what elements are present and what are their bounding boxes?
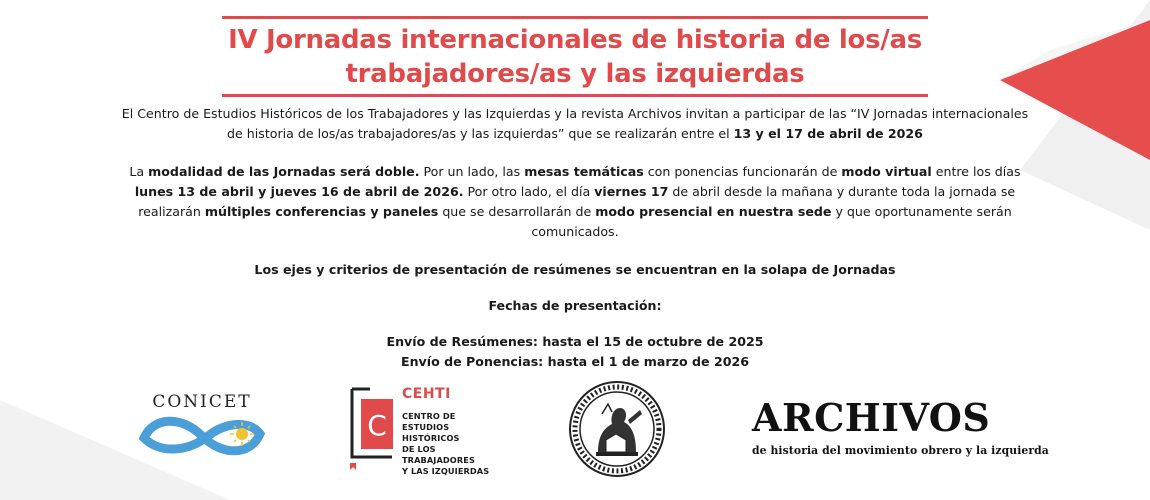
modality-bold-3: modo virtual: [841, 164, 932, 179]
modality-bold-1: modalidad de las Jornadas será doble.: [148, 164, 420, 179]
modality-text-8: y que oportunamente serán comunicados.: [531, 204, 1012, 239]
conicet-logo-text: CONICET: [152, 392, 252, 412]
conicet-infinity-icon: [138, 412, 266, 458]
fechas-heading: Fechas de presentación:: [488, 298, 662, 313]
announcement-body: [120, 104, 1030, 372]
page-title: [0, 23, 1150, 91]
title-block: [0, 16, 1150, 97]
archivos-logo: [752, 396, 1054, 460]
intro-text: El Centro de Estudios Históricos de los Trabajadores y las Izquierdas y la revista Archivos invitan a participar de las “IV Jornadas internacionales de historia de los/as trabajadores/as y las izquierdas” que se realizarán entre el: [121, 106, 1029, 141]
modality-text-4: entre los días: [931, 164, 1021, 179]
title-bottom-rule: [222, 94, 928, 97]
modality-bold-4: lunes 13 de abril y jueves 16 de abril de 2026.: [134, 184, 464, 199]
cehti-line-1: CENTRO DE: [402, 411, 456, 421]
modality-bold-6: múltiples conferencias y paneles: [204, 204, 439, 219]
modality-bold-2: mesas temáticas: [524, 164, 644, 179]
cehti-name: CEHTI: [402, 386, 451, 402]
modality-text-7: que se desarrollarán de: [438, 204, 596, 219]
modality-bold-7: modo presencial en nuestra sede: [595, 204, 832, 219]
modality-paragraph: [120, 162, 1030, 242]
modality-text-6: de abril desde la mañana y durante toda la jornada se realizarán: [138, 184, 1016, 219]
cehti-line-4: Y LAS IZQUIERDAS: [402, 466, 490, 476]
title-line-1: IV Jornadas internacionales de historia de los/as: [228, 25, 922, 55]
modality-text-3: con ponencias funcionarán de: [643, 164, 842, 179]
fecha-resumenes: Envío de Resúmenes: hasta el 15 de octubre de 2025: [386, 334, 764, 349]
cehti-line-3: DE LOS TRABAJADORES: [402, 444, 475, 465]
modality-bold-5: viernes 17: [594, 184, 669, 199]
modality-text-2: Por un lado, las: [419, 164, 525, 179]
uba-seal-logo: [568, 380, 666, 478]
intro-paragraph: [120, 104, 1030, 144]
cehti-emblem-letter: C: [367, 409, 387, 442]
archivos-logo-subtitle: de historia del movimiento obrero y la izquierda: [752, 444, 1049, 457]
uba-seal-icon: [568, 380, 666, 478]
conicet-logo: [138, 392, 266, 464]
modality-text-1: La: [129, 164, 149, 179]
title-top-rule: [222, 16, 928, 19]
title-line-2: trabajadores/as y las izquierdas: [345, 59, 805, 89]
ejes-note: Los ejes y criterios de presentación de resúmenes se encuentran en la solapa de Jornadas: [254, 262, 896, 277]
intro-dates: 13 y el 17 de abril de 2026: [733, 126, 923, 141]
cehti-line-2: ESTUDIOS HISTÓRICOS: [402, 422, 460, 443]
fecha-ponencias: Envío de Ponencias: hasta el 1 de marzo de 2026: [400, 354, 749, 369]
cehti-logo: [348, 385, 498, 476]
archivos-logo-title: ARCHIVOS: [752, 395, 991, 440]
modality-text-5: Por otro lado, el día: [463, 184, 595, 199]
cehti-emblem-icon: [348, 385, 398, 471]
cehti-subtitle: [402, 411, 498, 477]
